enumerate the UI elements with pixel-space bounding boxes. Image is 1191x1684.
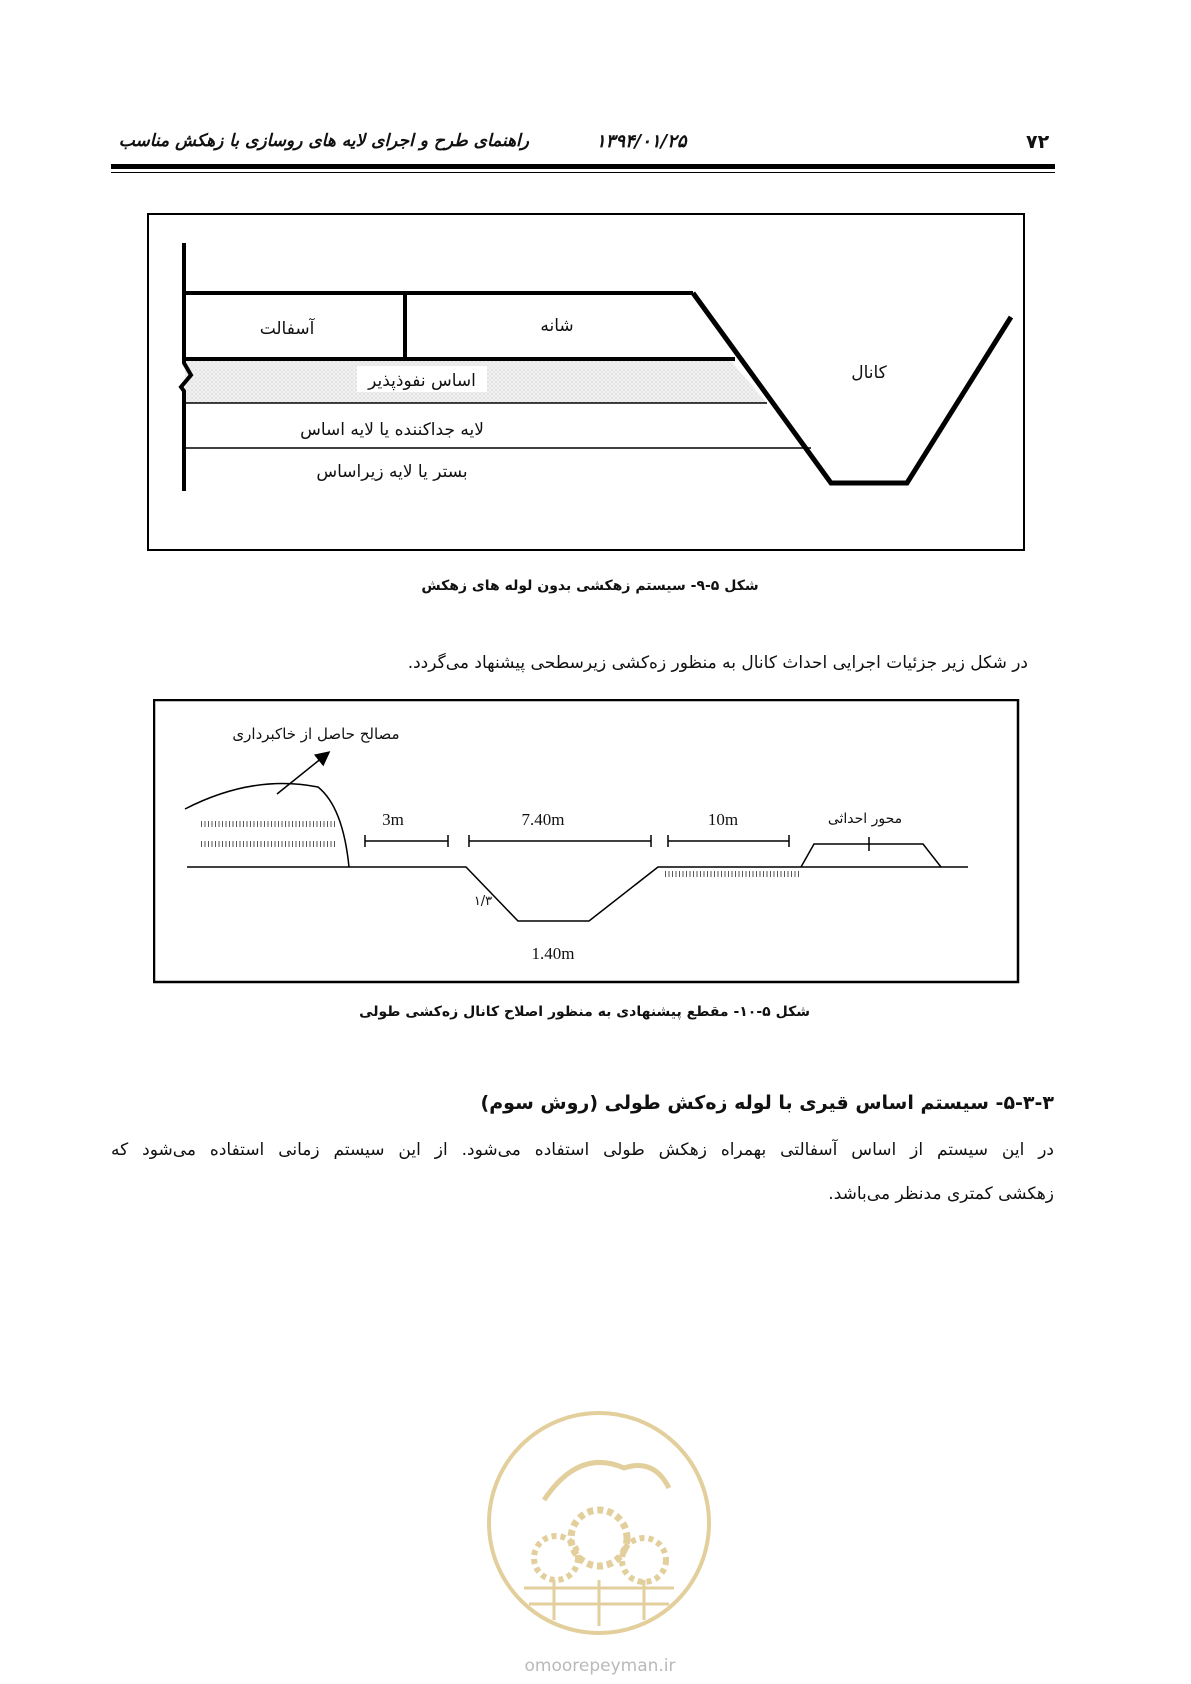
separator-layer-label: لایه جداکننده یا لایه اساس: [300, 420, 484, 440]
header-date: ۱۳۹۴/۰۱/۲۵: [596, 131, 687, 152]
subgrade-label: بستر یا لایه زیراساس: [316, 462, 468, 482]
page-number: ۷۲: [1026, 131, 1050, 153]
dim-label-3m: 3m: [382, 810, 404, 829]
slope-label: ۱/۳: [473, 894, 493, 909]
dim-label-740: 7.40m: [521, 810, 565, 829]
watermark-calligraphy: [544, 1462, 669, 1500]
header-rule-thin: [111, 172, 1055, 173]
figure1-caption: شکل ۵-۹- سیستم زهکشی بدون لوله های زهکش: [421, 578, 759, 594]
asphalt-label: آسفالت: [259, 319, 315, 339]
dim-label-140: 1.40m: [531, 944, 575, 963]
canal-label: کانال: [851, 363, 887, 383]
watermark-gear-right: [622, 1538, 666, 1582]
watermark-logo: [484, 1408, 714, 1638]
figure2-caption: شکل ۵-۱۰- مقطع پیشنهادی به منظور اصلاح کانال زه‌کشی طولی: [359, 1004, 810, 1020]
dim-label-10m: 10m: [707, 810, 739, 829]
intro-paragraph: در شکل زیر جزئیات اجرایی احداث کانال به منظور زه‌کشی زیرسطحی پیشنهاد می‌گردد.: [407, 653, 1028, 673]
figure-proposed-canal-section: [153, 699, 1021, 985]
header-title: راهنمای طرح و اجرای لایه های روسازی با زهکش مناسب: [118, 131, 529, 151]
axis-label: محور احداثی: [827, 811, 903, 827]
header-rule-thick: [111, 164, 1055, 169]
excavated-material-label: مصالح حاصل از خاکبرداری: [232, 725, 400, 743]
section-paragraph-line2: زهکشی کمتری مدنظر می‌باشد.: [828, 1184, 1054, 1204]
figure-drainage-without-pipes: [147, 213, 1027, 554]
permeable-base-label: اساس نفوذپذیر: [368, 371, 476, 391]
watermark-url: omoorepeyman.ir: [524, 1656, 676, 1676]
watermark-gear-center: [571, 1510, 627, 1566]
section-paragraph-line1: در این سیستم از اساس آسفالتی بهمراه زهکش طولی استفاده می‌شود. از این سیستم زمانی استفاده می‌شود که: [111, 1140, 1054, 1160]
section-heading: ۵-۳-۳- سیستم اساس قیری با لوله زه‌کش طولی (روش سوم): [480, 1092, 1054, 1114]
shoulder-label: شانه: [540, 316, 574, 336]
